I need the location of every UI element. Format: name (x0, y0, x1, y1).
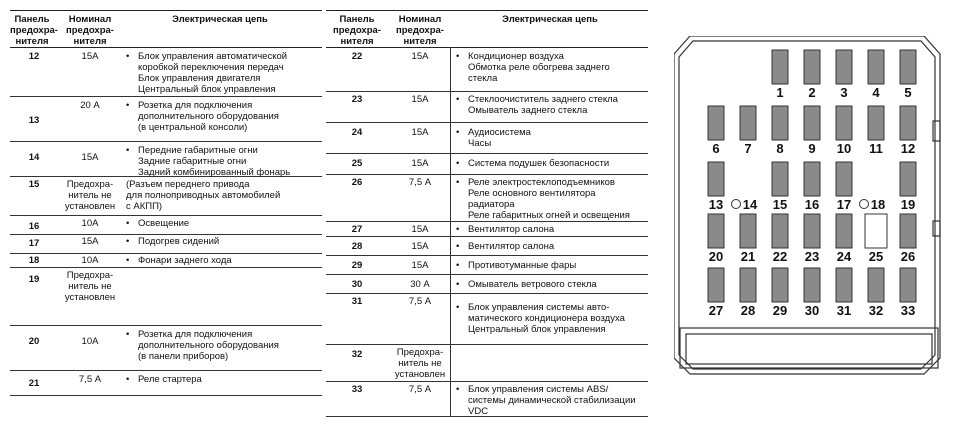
fuse-row (326, 256, 648, 275)
fuse-slot (804, 268, 820, 302)
fuse-slot (900, 106, 916, 140)
fuse-slot-label: 27 (708, 303, 724, 318)
fuse-row (10, 254, 322, 268)
fuse-circuit: • Блок управления системы авто- матического кондиционера воздуха Центральный блок управления (456, 302, 658, 335)
fuse-rating: 15А (411, 94, 429, 105)
header-panel: Панель предохра- нителя (333, 14, 381, 47)
fuse-row (10, 371, 322, 396)
fuse-slot (836, 106, 852, 140)
header-panel: Панель предохра- нителя (10, 14, 58, 47)
fuse-row (10, 177, 322, 216)
fuse-slot-label: 28 (740, 303, 756, 318)
fuse-slot (900, 268, 916, 302)
fuse-circuit: • Реле электростеклоподъемников Реле основного вентилятора радиатора Реле габаритных огней и освещения (456, 177, 658, 221)
fuse-number: 13 (28, 115, 40, 126)
fuse-number: 32 (351, 349, 363, 360)
fuse-rating: 20 А (80, 100, 100, 111)
fuse-number: 29 (351, 260, 363, 271)
fuse-slot-label: 6 (712, 141, 720, 156)
fuse-rating: 15А (411, 260, 429, 271)
fuse-row (326, 175, 648, 222)
fuse-circuit: • Освещение (126, 218, 332, 229)
fuse-slot (868, 106, 884, 140)
fuse-rating: 10А (81, 255, 99, 266)
fuse-slot (804, 214, 820, 248)
fuse-slot (900, 162, 916, 196)
fuse-number: 30 (351, 279, 363, 290)
fuse-slot (708, 162, 724, 196)
fuse-slot-label: 1 (776, 85, 784, 100)
fuse-slot (804, 106, 820, 140)
fuse-rating: 15А (411, 224, 429, 235)
fuse-circuit: • Передние габаритные огни Задние габаритные огни Задний комбинированный фонарь (126, 145, 332, 178)
fuse-rating: 15А (81, 152, 99, 163)
fuse-slot-empty (865, 214, 887, 248)
fuse-number: 19 (28, 274, 40, 285)
fuse-slot (708, 106, 724, 140)
fuse-number: 33 (351, 384, 363, 395)
fuse-slot-label: 14 (742, 197, 758, 212)
fuse-circuit: • Вентилятор салона (456, 224, 658, 235)
fuse-slot (804, 162, 820, 196)
fuse-slot (836, 268, 852, 302)
fuse-row (326, 345, 648, 382)
fuse-slot-empty (732, 200, 741, 209)
fuse-slot-label: 17 (836, 197, 852, 212)
fuse-slot-label: 13 (708, 197, 724, 212)
fuse-slot (740, 268, 756, 302)
fuse-slot-label: 29 (772, 303, 788, 318)
fuse-slot-label: 23 (804, 249, 820, 264)
fuse-slot (804, 50, 820, 84)
fuse-rating: 15А (411, 241, 429, 252)
fuse-rating: Предохра- нитель не установлен (394, 347, 446, 380)
fuse-slot-label: 25 (868, 249, 884, 264)
fuse-slot (836, 162, 852, 196)
fuse-number: 17 (28, 238, 40, 249)
fuse-slot-label: 3 (840, 85, 848, 100)
fuse-slot-label: 7 (744, 141, 752, 156)
fuse-slot-label: 18 (870, 197, 886, 212)
fuse-row (326, 275, 648, 294)
fuse-slot (900, 50, 916, 84)
fuse-circuit: • Блок управления автоматической коробкой переключения передач Блок управления двигателя Центральный блок управления (126, 51, 332, 95)
fuse-slot-label: 32 (868, 303, 884, 318)
fuse-number: 22 (351, 51, 363, 62)
fuse-slot-label: 12 (900, 141, 916, 156)
fuse-slot-label: 22 (772, 249, 788, 264)
fuse-row (10, 235, 322, 254)
fuse-circuit: • Вентилятор салона (456, 241, 658, 252)
fuse-circuit: • Система подушек безопасности (456, 158, 658, 169)
fuse-slot-label: 16 (804, 197, 820, 212)
header-rating: Номинал предохра- нителя (396, 14, 444, 47)
fuse-number: 12 (28, 51, 40, 62)
fuse-slot-empty (860, 200, 869, 209)
fuse-rating: 10А (81, 336, 99, 347)
fuse-slot-label: 31 (836, 303, 852, 318)
fuse-circuit: • Кондиционер воздуха Обмотка реле обогрева заднего стекла (456, 51, 658, 84)
header-rating: Номинал предохра- нителя (66, 14, 114, 47)
fuse-row (326, 222, 648, 237)
fuse-circuit: • Подогрев сидений (126, 236, 332, 247)
fuse-number: 15 (28, 179, 40, 190)
fuse-circuit: • Стеклоочиститель заднего стекла Омыватель заднего стекла (456, 94, 658, 116)
fuse-slot (740, 106, 756, 140)
fuse-circuit: • Реле стартера (126, 374, 332, 385)
fuse-box-diagram (674, 36, 944, 376)
left-fuse-table (10, 10, 322, 396)
fuse-slot-label: 15 (772, 197, 788, 212)
fuse-rating: 15А (81, 236, 99, 247)
fuse-slot (836, 50, 852, 84)
fuse-circuit: • Аудиосистема Часы (456, 127, 658, 149)
fuse-row (10, 142, 322, 177)
fuse-circuit: • Фонари заднего хода (126, 255, 332, 266)
fuse-slot-label: 26 (900, 249, 916, 264)
fuse-slot (740, 214, 756, 248)
fuse-row (326, 92, 648, 123)
fuse-slot (900, 214, 916, 248)
fuse-slot-label: 5 (904, 85, 912, 100)
fuse-circuit: • Блок управления системы ABS/ системы динамической стабилизации VDC (456, 384, 658, 417)
fuse-slot-label: 2 (808, 85, 816, 100)
fuse-rating: 15А (411, 127, 429, 138)
fuse-row (326, 123, 648, 154)
fuse-slot-label: 19 (900, 197, 916, 212)
fuse-number: 25 (351, 158, 363, 169)
fuse-rating: 7,5 А (408, 384, 432, 395)
fuse-slot (772, 214, 788, 248)
fuse-number: 23 (351, 94, 363, 105)
right-table-header (326, 11, 648, 48)
fuse-row (10, 268, 322, 326)
fuse-slot-label: 30 (804, 303, 820, 318)
fuse-number: 20 (28, 336, 40, 347)
fuse-slot (868, 50, 884, 84)
fuse-slot (708, 214, 724, 248)
fuse-slot-label: 20 (708, 249, 724, 264)
fuse-rating: Предохра- нитель не установлен (64, 179, 116, 212)
fuse-row (10, 326, 322, 371)
fuse-number: 14 (28, 152, 40, 163)
fuse-slot-label: 21 (740, 249, 756, 264)
fuse-slot-label: 8 (776, 141, 784, 156)
fuse-slot (708, 268, 724, 302)
fuse-circuit: • Омыватель ветрового стекла (456, 279, 658, 290)
fuse-number: 26 (351, 177, 363, 188)
fuse-rating: 15А (411, 51, 429, 62)
right-fuse-table (326, 10, 648, 417)
fuse-circuit: • Розетка для подключения дополнительного оборудования (в центральной консоли) (126, 100, 332, 133)
fuse-slot (772, 50, 788, 84)
fuse-number: 16 (28, 221, 40, 232)
fuse-row (10, 216, 322, 235)
fuse-number: 28 (351, 241, 363, 252)
fuse-circuit: • Розетка для подключения дополнительного оборудования (в панели приборов) (126, 329, 332, 362)
fuse-row (10, 97, 322, 142)
fuse-number: 27 (351, 224, 363, 235)
fuse-slot (772, 106, 788, 140)
fuse-number: 18 (28, 255, 40, 266)
fuse-slot-label: 9 (808, 141, 816, 156)
fuse-row (10, 48, 322, 97)
fuse-rating: 15А (81, 51, 99, 62)
fuse-slot-label: 33 (900, 303, 916, 318)
fuse-row (326, 237, 648, 256)
fuse-number: 21 (28, 378, 40, 389)
fuse-slot-label: 10 (836, 141, 852, 156)
fuse-rating: 10А (81, 218, 99, 229)
fuse-rating: 7,5 А (408, 296, 432, 307)
fuse-row (326, 154, 648, 175)
fuse-rating: 15А (411, 158, 429, 169)
fuse-slot (772, 162, 788, 196)
left-table-header (10, 11, 322, 48)
header-circuit: Электрическая цепь (502, 14, 598, 25)
header-circuit: Электрическая цепь (172, 14, 268, 25)
fuse-slot-label: 4 (872, 85, 880, 100)
fuse-circuit: • Противотуманные фары (456, 260, 658, 271)
fuse-rating: Предохра- нитель не установлен (64, 270, 116, 303)
fuse-row (326, 294, 648, 345)
fuse-slot-label: 11 (869, 141, 883, 156)
fuse-number: 24 (351, 127, 363, 138)
fuse-rating: 7,5 А (78, 374, 102, 385)
fuse-slot-label: 24 (836, 249, 852, 264)
fuse-circuit: (Разъем переднего привода для полноприводных автомобилей с АКПП) (126, 179, 281, 212)
fuse-slot (772, 268, 788, 302)
fuse-row (326, 48, 648, 92)
fuse-rating: 7,5 А (408, 177, 432, 188)
fuse-row (326, 382, 648, 417)
fuse-slot (868, 268, 884, 302)
fuse-rating: 30 А (410, 279, 430, 290)
fuse-number: 31 (351, 296, 363, 307)
fuse-slot (836, 214, 852, 248)
